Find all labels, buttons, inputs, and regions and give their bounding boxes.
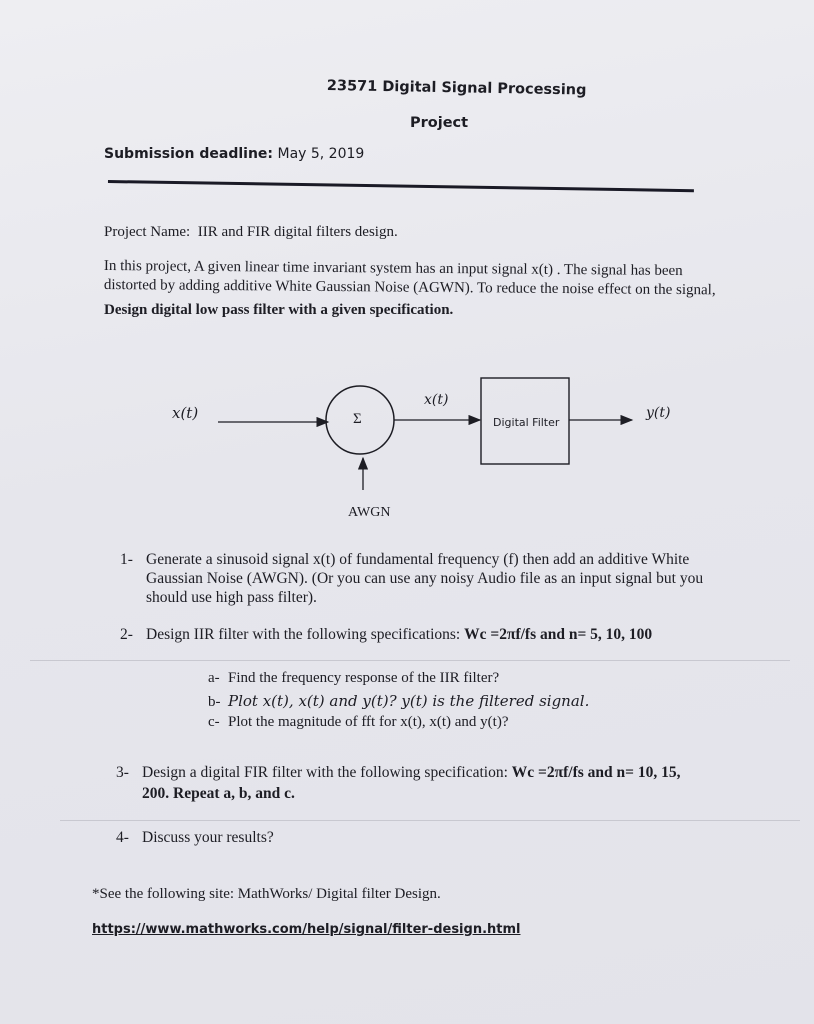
faint-crease-2 [60, 820, 800, 821]
awgn-label: AWGN [348, 505, 391, 520]
item-3-text: Design a digital FIR filter with the following specification: [142, 764, 508, 781]
submission-deadline [104, 146, 364, 162]
sub-item-b-letter: b- [208, 694, 221, 710]
faint-crease-1 [30, 660, 790, 661]
item-3-number: 3- [116, 764, 129, 781]
header-divider [108, 180, 694, 192]
intro-line-3: Design digital low pass filter with a given specification. [104, 302, 454, 318]
deadline-label: Submission deadline: [104, 146, 274, 162]
item-3-spec: Wc =2πf/fs and n= 10, 15, [511, 764, 681, 781]
project-name-value: IIR and FIR digital filters design. [197, 224, 398, 240]
intro-line-1: In this project, A given linear time invariant system has an input signal x(t) . The signal has been [103, 257, 683, 280]
item-2-text: Design IIR filter with the following specifications: [146, 626, 461, 643]
project-name [104, 223, 398, 242]
course-title: 23571 Digital Signal Processing [326, 78, 587, 99]
reference-note: *See the following site: MathWorks/ Digital filter Design. [92, 886, 441, 902]
sub-item-a-letter: a- [208, 670, 220, 686]
item-4-text: Discuss your results? [142, 829, 274, 846]
sub-item-b [208, 692, 589, 711]
item-1-number: 1- [120, 551, 133, 568]
deadline-value: May 5, 2019 [277, 146, 365, 162]
item-3-line-1 [116, 764, 680, 783]
reference-link[interactable]: https://www.mathworks.com/help/signal/filter-design.html [92, 922, 521, 937]
sub-item-a [208, 670, 499, 687]
item-4-number: 4- [116, 829, 129, 846]
item-1-text-1: Generate a sinusoid signal x(t) of fundamental frequency (f) then add an additive White [146, 551, 690, 568]
output-signal-label: y(t) [646, 405, 671, 421]
sub-item-c [208, 714, 508, 731]
item-3-line-2: 200. Repeat a, b, and c. [142, 785, 295, 802]
item-1-line-3: should use high pass filter). [146, 589, 317, 606]
project-name-label: Project Name: [104, 224, 191, 240]
item-1-line-1 [120, 551, 689, 570]
input-signal-label: x(t) [172, 404, 199, 422]
intro-line-2: distorted by adding additive White Gaussian Noise (AGWN). To reduce the noise effect on the signal, [103, 276, 716, 299]
sub-item-b-text: Plot x(t), x(t) and y(t)? y(t) is the filtered signal. [228, 692, 590, 710]
digital-filter-label: Digital Filter [493, 416, 560, 429]
sub-item-c-letter: c- [208, 714, 220, 730]
project-subtitle: Project [410, 115, 469, 131]
item-2-number: 2- [120, 626, 133, 643]
item-2 [120, 626, 652, 645]
sub-item-a-text: Find the frequency response of the IIR filter? [228, 670, 500, 686]
noisy-signal-label: x(t) [424, 392, 449, 408]
item-2-spec: Wc =2πf/fs and n= 5, 10, 100 [464, 626, 653, 643]
sub-item-c-text: Plot the magnitude of fft for x(t), x(t) and y(t)? [228, 714, 509, 730]
system-block-diagram [0, 360, 814, 530]
item-1-line-2: Gaussian Noise (AWGN). (Or you can use any noisy Audio file as an input signal but you [146, 570, 704, 587]
item-4 [116, 829, 274, 848]
sum-symbol: Σ [353, 411, 362, 427]
